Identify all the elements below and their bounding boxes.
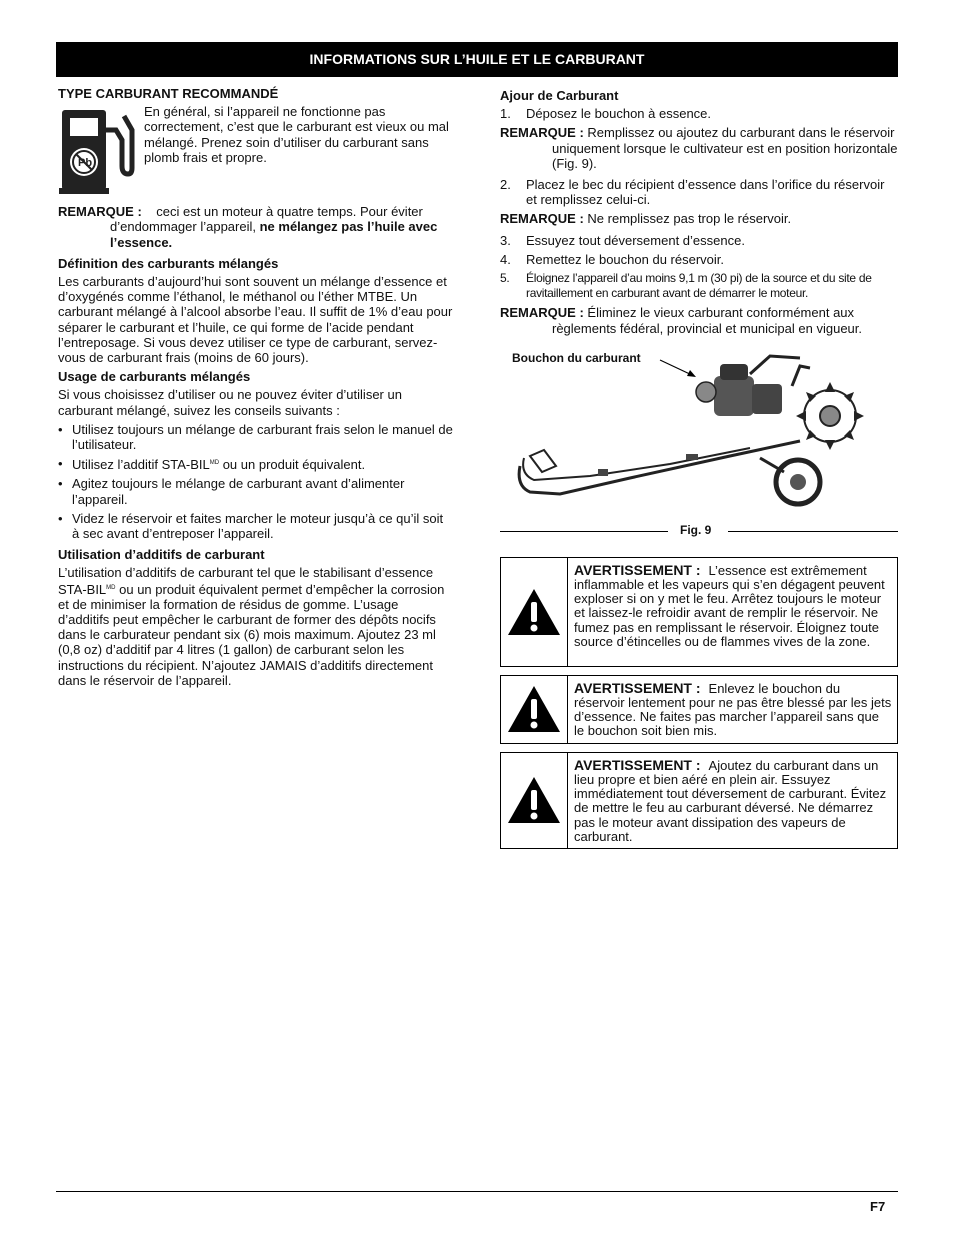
steps-list-a [500, 106, 898, 121]
trademark-sup: MD [106, 584, 116, 591]
step-number: 3. [500, 232, 511, 248]
list-item [58, 511, 453, 541]
intro-block [58, 104, 453, 196]
list-item [500, 252, 898, 267]
list-item [500, 271, 898, 301]
additif-heading: Utilisation d’additifs de carburant [58, 547, 265, 563]
fig-caption: Fig. 9 [680, 522, 712, 537]
warning-text [568, 676, 897, 743]
bullet-text: Utilisez l’additif STA-BIL [72, 457, 210, 473]
page-number: F7 [870, 1199, 886, 1214]
figure-caption-row [500, 523, 898, 539]
type-heading: TYPE CARBURANT RECOMMANDÉ [58, 86, 279, 101]
warning-text [568, 558, 897, 666]
bullet-text: Videz le réservoir et faites marcher le moteur jusqu’à ce qu’il soit à sec avant d’entreposer l’appareil. [72, 510, 444, 542]
caption-rule-left [500, 531, 668, 532]
trademark-sup: MD [209, 460, 220, 467]
warning-body: Ajoutez du carburant dans un lieu propre et bien aéré en plein air. Essuyez immédiatement tout déversement de carburant. Évitez de mettre le feu au carburant déversé. Ne démarrez pas le moteur avant dissipation des vapeurs de carburant. [574, 757, 887, 844]
warning-box [500, 557, 898, 667]
steps-list-b [500, 177, 898, 207]
warning-box [500, 752, 898, 849]
list-item [58, 422, 453, 452]
note-bold: ne mélangez pas l’huile avec l’essence. [110, 219, 438, 250]
caption-rule-right [728, 531, 898, 532]
remarque-label: REMARQUE : [500, 211, 584, 227]
additif-text-b: ou un produit équivalent permet d’empêcher la corrosion et de minimiser la formation de résidus de gomme. L’usage d’additifs peut empêcher le carburant de former des dépôts nocifs dans le carburateur pendant six (6) mois maximum. Ajoutez 23 ml (0,8 oz) d’additif par 4 litres (1 gallon) de carburant selon les instructions du récipient. N’ajoutez JAMAIS d’additifs directement dans le réservoir de l’appareil. [58, 581, 445, 688]
step-number: 4. [500, 251, 511, 267]
warning-body: Enlevez le bouchon du réservoir lentement pour ne pas être blessé par les jets d’essence. Ne faites pas marcher l’appareil sans que le bouchon soit bien mis. [574, 680, 892, 739]
additif-text [58, 565, 453, 688]
fuel-pump-icon [58, 104, 136, 196]
step-number: 1. [500, 106, 511, 122]
list-item [500, 233, 898, 248]
intro-text: En général, si l’appareil ne fonctionne pas correctement, c’est que le carburant est vieux ou mal mélangé. Prenez soin d’utiliser du carburant sans plomb frais et propre. [144, 104, 449, 165]
warning-text [568, 753, 897, 848]
footer-rule [56, 1191, 898, 1192]
bullet-text: Utilisez toujours un mélange de carburant frais selon le manuel de l’utilisateur. [72, 421, 453, 453]
ajout-heading: Ajour de Carburant [500, 88, 619, 103]
section-title: INFORMATIONS SUR L’HUILE ET LE CARBURANT [309, 50, 645, 67]
usage-heading: Usage de carburants mélangés [58, 369, 251, 385]
note-four-stroke [58, 204, 453, 250]
step-number: 5. [500, 271, 510, 286]
remarque-text: Remplissez ou ajoutez du carburant dans le réservoir uniquement lorsque le cultivateur est en position horizontale (Fig. 9). [552, 125, 898, 171]
warning-label: AVERTISSEMENT : [574, 756, 701, 773]
warning-box [500, 675, 898, 744]
usage-list [58, 422, 453, 541]
step-text: Placez le bec du récipient d’essence dans l’orifice du réservoir et remplissez celui-ci. [526, 177, 885, 208]
step-number: 2. [500, 177, 511, 193]
def-heading: Définition des carburants mélangés [58, 255, 279, 271]
bullet-tail: ou un produit équivalent. [219, 457, 366, 473]
list-item [500, 177, 898, 207]
remarque-1 [500, 125, 898, 171]
step-text: Essuyez tout déversement d’essence. [526, 232, 745, 248]
left-column [58, 86, 453, 692]
remarque-3 [500, 305, 898, 335]
step-text: Déposez le bouchon à essence. [526, 106, 712, 122]
note-text: ceci est un moteur à quatre temps. Pour éviter d’endommager l’appareil, [110, 204, 423, 235]
list-item [500, 106, 898, 121]
step-text: Éloignez l’appareil d’au moins 9,1 m (30 pi) de la source et du site de ravitaillement en carburant avant de démarrer le moteur. [526, 271, 872, 301]
warning-triangle-icon [501, 676, 568, 743]
remarque-label: REMARQUE : [500, 125, 584, 141]
warning-label: AVERTISSEMENT : [574, 679, 701, 696]
warning-triangle-icon [501, 753, 568, 848]
warning-triangle-icon [501, 558, 568, 666]
svg-text:Pb: Pb [78, 157, 93, 170]
remarque-text: Ne remplissez pas trop le réservoir. [587, 211, 792, 227]
step-text: Remettez le bouchon du réservoir. [526, 251, 724, 267]
right-column [500, 88, 898, 857]
warning-body: L’essence est extrêmement inflammable et les vapeurs qui s’en dégagent peuvent exploser si on y met le feu. Arrêtez toujours le moteur et laissez-le refroidir avant de remplir le réservoir. Ne fumez pas en remplissant le réservoir. Éloignez toute source d’étincelles ou de flammes vives de la zone. [574, 562, 885, 649]
list-item [58, 476, 453, 506]
warning-label: AVERTISSEMENT : [574, 561, 701, 578]
figure-9 [500, 346, 898, 521]
remarque-2 [500, 211, 898, 226]
remarque-label: REMARQUE : [500, 305, 584, 321]
steps-list-c [500, 233, 898, 302]
note-label: REMARQUE : [58, 204, 142, 220]
def-text: Les carburants d’aujourd’hui sont souvent un mélange d’essence et d’oxygénés comme l’éthanol, le méthanol ou l’éther MTBE. Un carburant mélangé à l’alcool absorbe l’eau. Il suffit de 1% d’eau pour séparer le carburant et l’huile, ce qui forme de l’acide pendant l’entreposage. Si vous devez utiliser ce type de carburant, servez-vous de carburant frais (moins de 60 jours). [58, 274, 453, 366]
fig-label: Bouchon du carburant [512, 350, 641, 365]
list-item [58, 456, 453, 472]
additif-text-a: L’utilisation d’additifs de carburant tel que le stabilisant d’essence STA-BIL [58, 565, 434, 597]
bullet-text: Agitez toujours le mélange de carburant avant d’alimenter l’appareil. [72, 476, 405, 507]
usage-intro: Si vous choisissez d’utiliser ou ne pouvez éviter d’utiliser un carburant mélangé, suivez les conseils suivants : [58, 387, 402, 418]
cultivator-illustration [500, 346, 898, 521]
remarque-text: Éliminez le vieux carburant conformément aux règlements fédéral, provincial et municipal en vigueur. [552, 305, 863, 336]
section-header [56, 42, 898, 77]
